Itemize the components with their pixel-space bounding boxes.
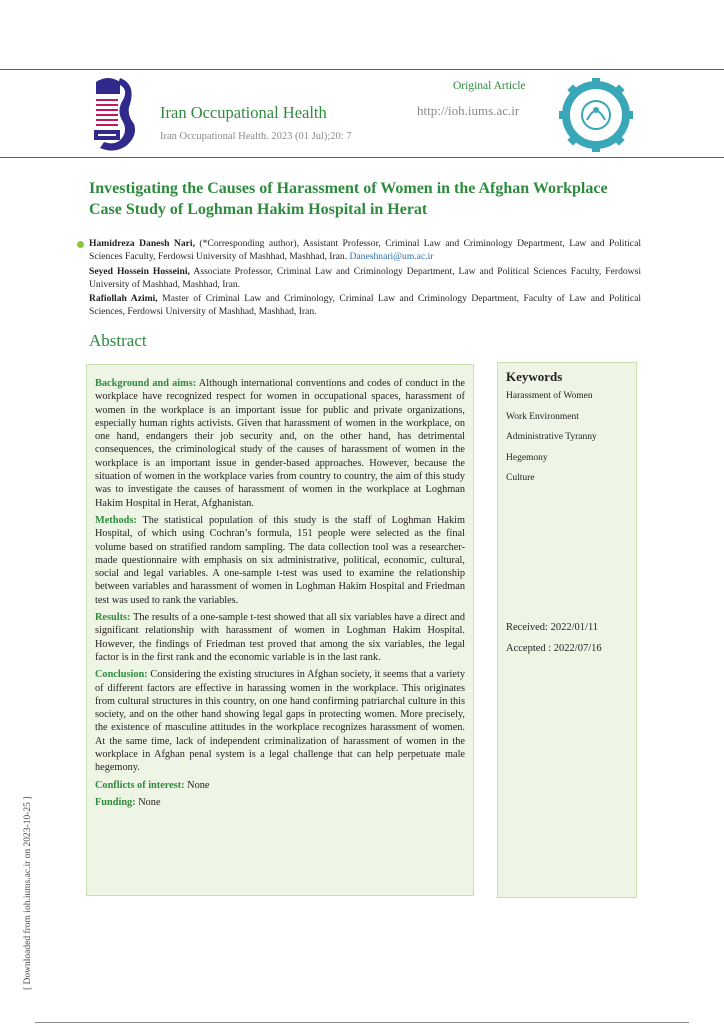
author-bullet-icon bbox=[77, 241, 84, 248]
conflicts-text: None bbox=[184, 779, 210, 791]
conclusion-label: Conclusion: bbox=[95, 669, 148, 681]
journal-url[interactable]: http://ioh.iums.ac.ir bbox=[417, 103, 520, 118]
journal-name: Iran Occupational Health bbox=[160, 103, 327, 122]
funding-text: None bbox=[135, 796, 161, 808]
keyword-item: Culture bbox=[506, 473, 535, 483]
abstract-results bbox=[95, 611, 465, 664]
author-entry bbox=[89, 265, 641, 292]
title-line-1: Investigating the Causes of Harassment of Women in the Afghan Workplace bbox=[89, 180, 608, 197]
author-entry bbox=[89, 292, 641, 319]
abstract-methods bbox=[95, 514, 465, 607]
author-entry bbox=[89, 237, 641, 264]
abstract-conflicts bbox=[95, 779, 465, 792]
abstract-funding bbox=[95, 796, 465, 809]
background-label: Background and aims: bbox=[95, 378, 197, 389]
keyword-item: Administrative Tyranny bbox=[506, 432, 597, 442]
conclusion-text: Considering the existing structures in Afghan society, it seems that a variety of different factors are effective in harassing women in the workplace. This originates from cultural structures in this country, on one hand confirming patriarchal culture in this society, and on the other hand showing legal gaps in protecting women. More precisely, the existence of masculine attitudes in the workplace recognizes harassment of women. At the same time, lack of independent criminalization of harassment of women in the workplace in Afghan penal system is a legal challenge that can help perpetuate male hegemony. bbox=[95, 669, 465, 774]
author-email[interactable]: Daneshnari@um.ac.ir bbox=[349, 251, 434, 263]
author-list bbox=[89, 237, 641, 320]
received-date: Received: 2022/01/11 bbox=[506, 622, 599, 633]
funding-label: Funding: bbox=[95, 796, 136, 808]
results-label: Results: bbox=[95, 612, 131, 624]
download-note: [ Downloaded from ioh.iums.ac.ir on 2023-10-25 ] bbox=[23, 796, 33, 990]
methods-text: The statistical population of this study is the staff of Loghman Hakim Hospital, of which using Cochran’s formula, 151 people were selected as the final volume based on stratified random sampling. The data collection tool was a researcher-made questionnaire with emphasis on six administrative, political, economic, cultural, social and legal variables. A one-sample t-test was used to examine the relationship between variables and harassment of women in Loghman Hakim Hospital and Friedman test was used to rank the variables. bbox=[95, 514, 465, 606]
article-type: Original Article bbox=[453, 80, 526, 92]
conflicts-label: Conflicts of interest: bbox=[95, 779, 185, 791]
title-line-2: Case Study of Loghman Hakim Hospital in Herat bbox=[89, 201, 428, 218]
author-name: Hamidreza Danesh Nari, bbox=[89, 238, 195, 249]
keyword-item: Harassment of Women bbox=[506, 391, 593, 401]
author-details: Associate Professor, Criminal Law and Criminology Department, Law and Political Sciences Faculty, Ferdowsi University of Mashhad, Mashhad, Iran. bbox=[89, 265, 641, 290]
journal-logo-icon bbox=[90, 74, 140, 154]
article-title bbox=[89, 178, 649, 220]
bottom-rule bbox=[35, 1022, 689, 1023]
author-details: Master of Criminal Law and Criminology, Criminal Law and Criminology Department, Faculty of Law and Political Sciences, Ferdowsi University of Mashhad, Mashhad, Iran. bbox=[89, 293, 641, 318]
abstract-conclusion bbox=[95, 668, 465, 774]
accepted-date: Accepted : 2022/07/16 bbox=[506, 643, 602, 654]
methods-label: Methods: bbox=[95, 514, 137, 526]
abstract-box bbox=[86, 364, 474, 896]
keywords-box bbox=[497, 362, 637, 898]
keyword-item: Work Environment bbox=[506, 411, 579, 422]
background-text: Although international conventions and codes of conduct in the workplace have recognized respect for women in occupational spaces, harassment of women in the workplace is an important issue for public and private organizations, especially human rights activists. Given that harassment of women in the workplace, on one hand, endangers their job security and, on the other hand, has detrimental consequences, the criminological study of the causes of harassment of women in the workplace is an important issue in gender-based approaches. However, because the situation of women in the workplace varies from country to country, the aim of this study was to investigate the causes of harassment of women in the workplace at Loghman Hakim Hospital in Herat, Afghanistan. bbox=[95, 378, 466, 509]
results-text: The results of a one-sample t-test showed that all six variables have a direct and significant relationship with harassment of women in Loghman Hakim Hospital. However, the findings of Friedman test proved that among the six variables, the legal factor is in the first rank and the economic variable is in the last rank. bbox=[95, 612, 465, 663]
abstract-background bbox=[95, 377, 465, 510]
journal-citation: Iran Occupational Health. 2023 (01 Jul);20: 7 bbox=[160, 131, 352, 142]
keyword-item: Hegemony bbox=[506, 452, 548, 463]
abstract-heading: Abstract bbox=[89, 331, 147, 350]
top-rule bbox=[0, 69, 724, 70]
dates-block bbox=[506, 617, 602, 659]
author-name: Seyed Hossein Hosseini, bbox=[89, 265, 190, 277]
author-name: Rafiollah Azimi, bbox=[89, 293, 158, 305]
header-bottom-rule bbox=[0, 157, 724, 158]
keywords-heading: Keywords bbox=[506, 369, 563, 384]
author-details: (*Corresponding author), Assistant Professor, Criminal Law and Criminology Department, Law and Political Sciences Faculty, Ferdowsi University of Mashhad, Mashhad, Iran. bbox=[89, 238, 641, 263]
gear-emblem-icon bbox=[557, 78, 635, 152]
